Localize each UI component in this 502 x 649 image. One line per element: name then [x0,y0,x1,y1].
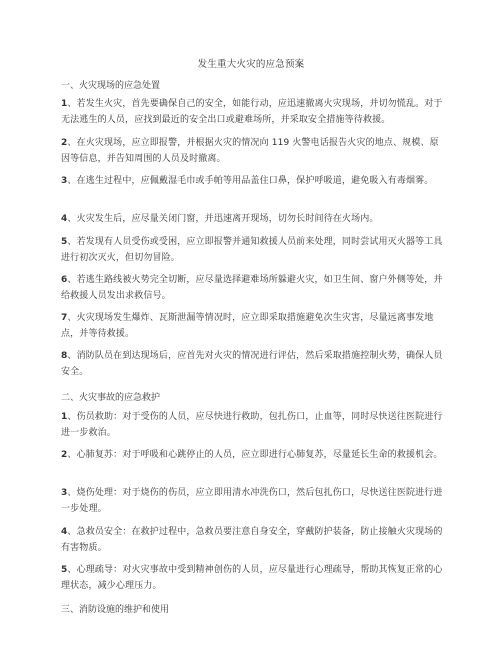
item-text: 、心肺复苏：对于呼吸和心跳停止的人员，应立即进行心肺复苏，尽量延长生命的救援机会。 [67,450,443,460]
item-text: 、若发现有人员受伤或受困，应立即报警并通知救援人员前来处理，同时尝试用灭火器等工具进行初次灭火，但切勿冒险。 [61,237,443,263]
item-number: 2 [61,138,68,148]
item-number: 5 [61,237,68,247]
item-number: 1 [61,412,68,422]
item-text: 、急救员安全：在救护过程中，急救员要注意自身安全，穿戴防护装备，防止接触火灾现场的有害物质。 [61,527,443,553]
item-number: 1 [61,99,68,109]
item-number: 3 [61,176,68,186]
item-number: 3 [61,488,68,498]
section-heading: 三、消防设施的维护和使用 [61,605,170,615]
item-text: 、伤员救助：对于受伤的人员，应尽快进行救助，包扎伤口，止血等，同时尽快送往医院进行进一步救治。 [61,412,443,438]
document-title: 发生重大火灾的应急预案 [197,59,305,70]
item-text: 、若逃生路线被火势完全切断，应尽量选择避难场所躲避火灾，如卫生间、窗户外侧等处，并给救援人员发出求救信号。 [61,275,443,301]
item-number: 8 [61,351,68,361]
item-number: 6 [61,275,68,285]
item-text: 、在火灾现场，应立即报警，并根据火灾的情况向 119 火警电话报告火灾的地点、规模、原因等信息，并告知周围的人员及时撤离。 [61,138,439,164]
item-text: 、若发生火灾，首先要确保自己的安全，如能行动，应迅速撤离火灾现场，并切勿慌乱。对于无法逃生的人员，应找到最近的安全出口或避难场所，并采取安全措施等待救援。 [61,99,443,125]
paragraph [61,486,444,517]
paragraph [61,448,444,464]
paragraph [61,525,444,556]
paragraph [61,273,444,304]
paragraph [61,97,444,128]
paragraph [61,174,444,190]
item-text: 、心理疏导：对火灾事故中受到精神创伤的人员，应尽量进行心理疏导，帮助其恢复正常的心理状态，减少心理压力。 [61,565,443,591]
paragraph [61,410,444,441]
section-heading: 二、火灾事故的应急救护 [61,393,161,403]
paragraph [61,311,444,342]
paragraph [61,563,444,594]
paragraph [61,235,444,266]
item-number: 2 [61,450,68,460]
item-number: 7 [61,313,68,323]
item-text: 、火灾发生后，应尽量关闭门窗，并迅速离开现场，切勿长时间待在火场内。 [67,214,379,224]
item-number: 5 [61,565,68,575]
paragraph [61,136,444,167]
item-number: 4 [61,527,68,537]
paragraph [61,349,444,380]
item-text: 、在逃生过程中，应佩戴湿毛巾或手帕等用品盖住口鼻，保护呼吸道，避免吸入有毒烟雾。 [67,176,434,186]
item-text: 、消防队员在到达现场后，应首先对火灾的情况进行评估，然后采取措施控制火势，确保人员安全。 [61,351,443,377]
section-heading: 一、火灾现场的应急处置 [61,81,161,91]
item-number: 4 [61,214,68,224]
item-text: 、烧伤处理：对于烧伤的伤员，应立即用清水冲洗伤口，然后包扎伤口，尽快送往医院进行进一步处理。 [61,488,443,514]
paragraph [61,212,444,228]
item-text: 、火灾现场发生爆炸、瓦斯泄漏等情况时，应立即采取措施避免次生灾害，尽量远离事发地点，并等待救援。 [61,313,434,339]
